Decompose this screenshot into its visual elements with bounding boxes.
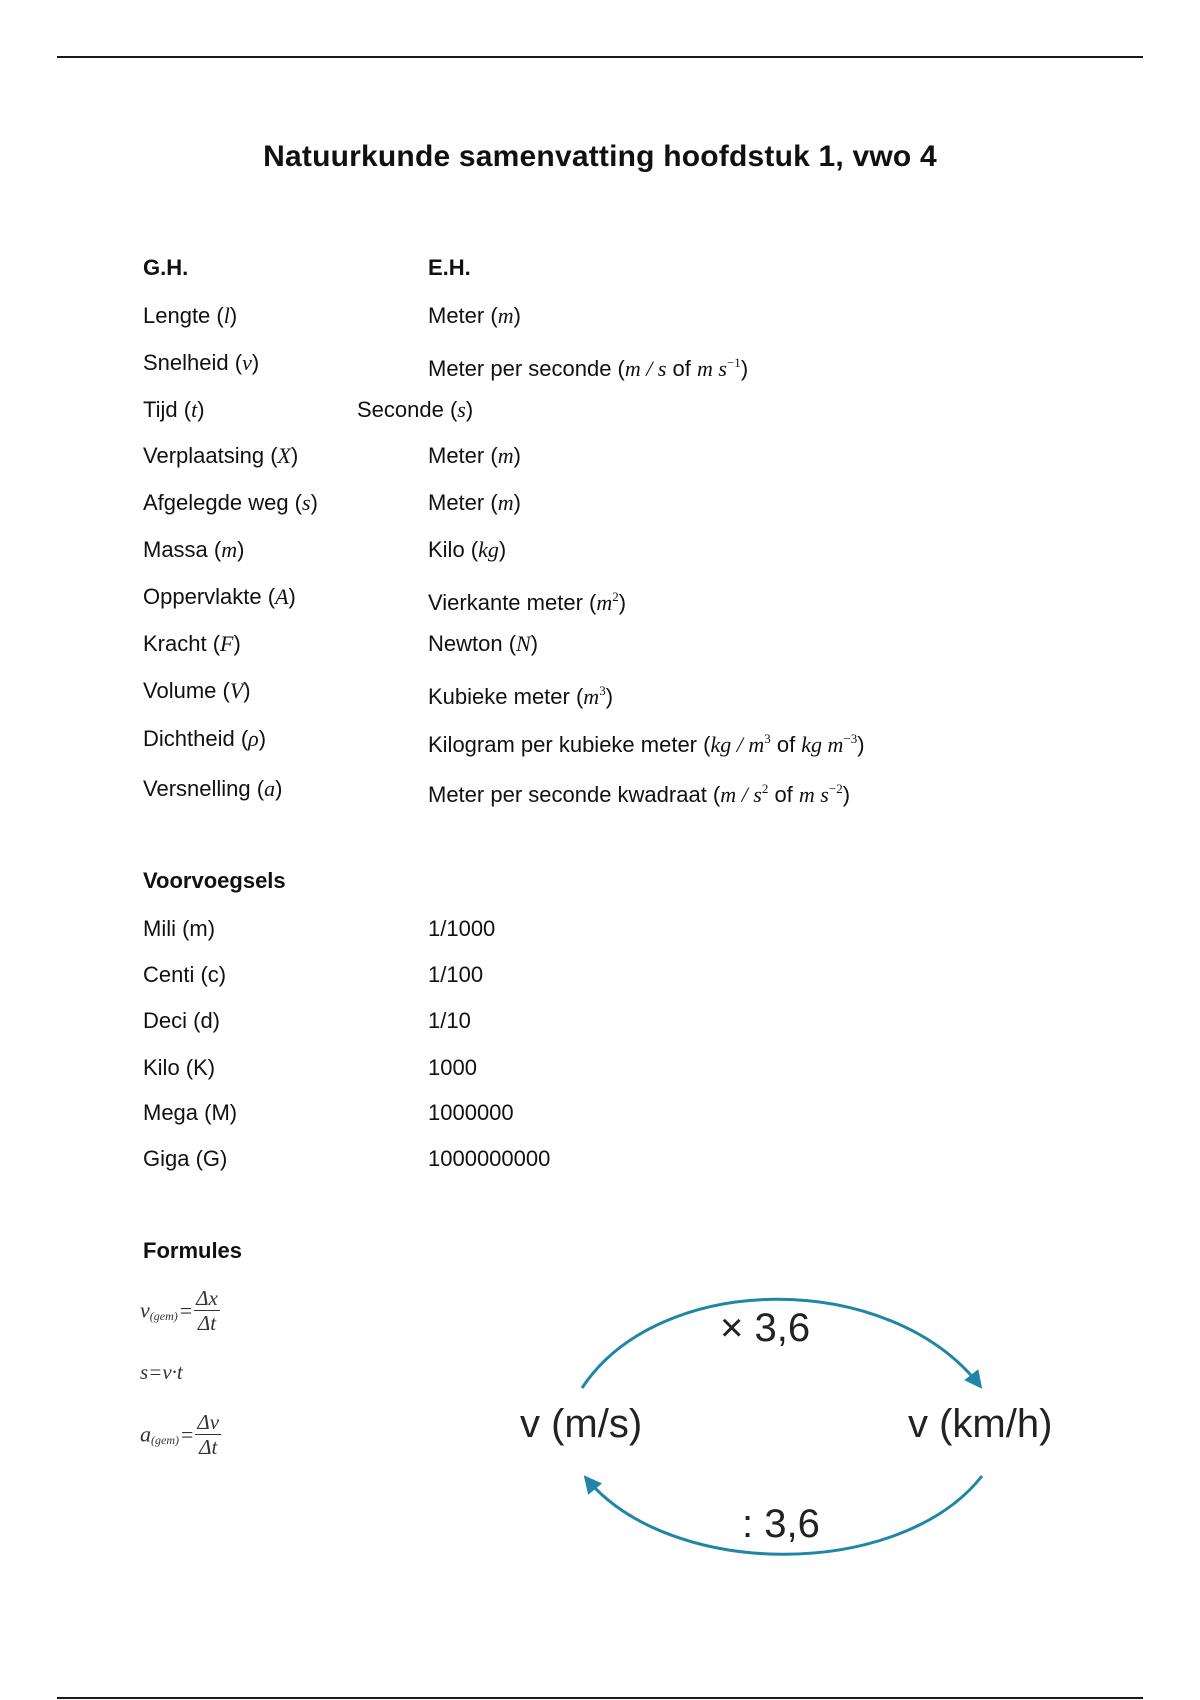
unit-alt-symbol: kg m xyxy=(801,732,844,757)
unit-symbol: m xyxy=(583,684,600,709)
quantity-name: Kracht ( xyxy=(143,631,221,656)
unit-exponent: 3 xyxy=(599,683,606,698)
quantity-name: Massa ( xyxy=(143,537,222,562)
unit-name: Kilo ( xyxy=(428,537,479,562)
paren: ) xyxy=(857,732,865,757)
unit-alt-exponent: −1 xyxy=(726,355,741,370)
formula-average-velocity xyxy=(140,1286,220,1335)
formula-lhs: a xyxy=(140,1421,151,1447)
unit-name: Meter ( xyxy=(428,303,498,328)
unit-3 xyxy=(428,441,521,471)
paren: ) xyxy=(288,584,296,609)
unit-symbol: N xyxy=(516,631,531,656)
prefix-value-5: 1000000000 xyxy=(428,1146,551,1171)
paren: ) xyxy=(618,590,627,615)
prefix-name-0: Mili (m) xyxy=(143,916,216,941)
quantity-symbol: F xyxy=(220,631,234,656)
formulas-heading: Formules xyxy=(143,1238,243,1263)
paren: ) xyxy=(237,537,245,562)
unit-5 xyxy=(428,535,506,565)
prefix-name-5: Giga (G) xyxy=(143,1146,228,1171)
unit-alt-exponent: −3 xyxy=(843,731,858,746)
quantity-name: Lengte ( xyxy=(143,303,224,328)
quantity-name: Volume ( xyxy=(143,678,230,703)
unit-symbol: kg xyxy=(478,537,499,562)
page-title: Natuurkunde samenvatting hoofdstuk 1, vwo 4 xyxy=(263,140,937,173)
unit-6 xyxy=(428,582,626,618)
unit-name: Meter ( xyxy=(428,443,498,468)
quantity-5 xyxy=(143,535,244,565)
paren: ) xyxy=(243,678,251,703)
quantity-6 xyxy=(143,582,296,612)
quantity-name: Versnelling ( xyxy=(143,776,265,801)
formula-distance: s=v·t xyxy=(140,1360,183,1384)
quantity-1 xyxy=(143,348,259,378)
unit-2 xyxy=(357,395,473,425)
paren: ) xyxy=(740,356,749,381)
unit-0 xyxy=(428,301,521,331)
unit-symbol: m / s xyxy=(624,356,667,381)
quantity-symbol: t xyxy=(191,397,198,422)
paren: ) xyxy=(251,350,260,375)
formula-lhs: v xyxy=(140,1297,150,1323)
unit-name: Meter ( xyxy=(428,490,498,515)
unit-symbol: s xyxy=(457,397,466,422)
quantity-4 xyxy=(143,488,318,518)
unit-name: Kubieke meter ( xyxy=(428,684,584,709)
unit-symbol: m / s xyxy=(720,782,762,807)
unit-name: Meter per seconde ( xyxy=(428,356,625,381)
prefix-value-4: 1000000 xyxy=(428,1100,514,1125)
prefix-name-2: Deci (d) xyxy=(143,1008,221,1033)
label-ms: v (m/s) xyxy=(520,1402,643,1446)
speed-conversion-diagram xyxy=(520,1290,1060,1560)
formula-fraction xyxy=(195,1410,221,1459)
bottom-rule xyxy=(57,1697,1143,1699)
formula-equals: = xyxy=(179,1297,193,1323)
quantity-2 xyxy=(143,395,205,425)
unit-name: Meter per seconde kwadraat ( xyxy=(428,782,721,807)
unit-or: of xyxy=(666,356,698,381)
unit-alt-symbol: m s xyxy=(697,356,727,381)
formula-numerator: Δv xyxy=(197,1410,220,1434)
quantity-name: Dichtheid ( xyxy=(143,726,249,751)
header-gh: G.H. xyxy=(143,255,189,280)
quantity-symbol: v xyxy=(242,350,252,375)
paren: ) xyxy=(233,631,241,656)
unit-10 xyxy=(428,774,850,810)
prefixes-heading: Voorvoegsels xyxy=(143,868,286,893)
unit-9 xyxy=(428,724,865,760)
unit-name: Kilogram per kubieke meter ( xyxy=(428,732,711,757)
formula-numerator: Δx xyxy=(196,1286,218,1310)
unit-1 xyxy=(428,348,748,384)
prefix-name-3: Kilo (K) xyxy=(143,1055,216,1080)
formula-fraction xyxy=(194,1286,220,1335)
unit-4 xyxy=(428,488,521,518)
quantity-symbol: s xyxy=(302,490,311,515)
unit-7 xyxy=(428,629,538,659)
paren: ) xyxy=(513,303,521,328)
paren: ) xyxy=(513,490,521,515)
quantity-3 xyxy=(143,441,298,471)
unit-symbol: m xyxy=(497,303,514,328)
prefix-name-1: Centi (c) xyxy=(143,962,227,987)
paren: ) xyxy=(275,776,283,801)
unit-name: Seconde ( xyxy=(357,397,458,422)
quantity-name: Oppervlakte ( xyxy=(143,584,276,609)
quantity-symbol: ρ xyxy=(248,726,259,751)
prefix-value-0: 1/1000 xyxy=(428,916,496,941)
top-rule xyxy=(57,56,1143,58)
paren: ) xyxy=(258,726,267,751)
unit-symbol: m xyxy=(497,490,514,515)
quantity-symbol: l xyxy=(223,303,230,328)
quantity-symbol: a xyxy=(264,776,276,801)
quantity-name: Snelheid ( xyxy=(143,350,243,375)
paren: ) xyxy=(290,443,299,468)
unit-exponent: 2 xyxy=(612,589,619,604)
formula-average-acceleration xyxy=(140,1410,221,1459)
formula-subscript: (gem) xyxy=(149,1309,178,1324)
quantity-7 xyxy=(143,629,241,659)
unit-symbol: m xyxy=(596,590,613,615)
unit-symbol: kg / m xyxy=(710,732,765,757)
quantity-symbol: A xyxy=(275,584,289,609)
formula-equals: = xyxy=(180,1421,194,1447)
formula-denominator: Δt xyxy=(199,1435,218,1459)
paren: ) xyxy=(310,490,318,515)
header-eh: E.H. xyxy=(428,255,471,280)
paren: ) xyxy=(605,684,614,709)
quantity-symbol: X xyxy=(277,443,291,468)
formula-subscript: (gem) xyxy=(151,1433,179,1448)
quantity-name: Afgelegde weg ( xyxy=(143,490,302,515)
label-kmh: v (km/h) xyxy=(908,1402,1053,1446)
unit-8 xyxy=(428,676,613,712)
paren: ) xyxy=(197,397,205,422)
quantity-0 xyxy=(143,301,237,331)
unit-name: Vierkante meter ( xyxy=(428,590,597,615)
unit-alt-exponent: −2 xyxy=(828,781,843,796)
multiply-label: × 3,6 xyxy=(720,1306,811,1350)
unit-alt-symbol: m s xyxy=(798,782,829,807)
unit-or: of xyxy=(770,732,802,757)
unit-exponent: 3 xyxy=(764,731,771,746)
prefix-value-3: 1000 xyxy=(428,1055,477,1080)
quantity-symbol: m xyxy=(221,537,238,562)
paren: ) xyxy=(530,631,539,656)
quantity-10 xyxy=(143,774,282,804)
quantity-name: Tijd ( xyxy=(143,397,192,422)
formula-denominator: Δt xyxy=(197,1311,217,1335)
prefix-name-4: Mega (M) xyxy=(143,1100,238,1125)
paren: ) xyxy=(229,303,238,328)
quantity-9 xyxy=(143,724,266,754)
paren: ) xyxy=(465,397,474,422)
paren: ) xyxy=(842,782,851,807)
unit-symbol: m xyxy=(497,443,514,468)
unit-exponent: 2 xyxy=(761,781,769,796)
prefix-value-2: 1/10 xyxy=(428,1008,471,1033)
unit-name: Newton ( xyxy=(428,631,517,656)
prefix-value-1: 1/100 xyxy=(428,962,484,987)
quantity-8 xyxy=(143,676,251,706)
unit-or: of xyxy=(768,782,799,807)
quantity-name: Verplaatsing ( xyxy=(143,443,278,468)
paren: ) xyxy=(498,537,507,562)
quantity-symbol: V xyxy=(229,678,244,703)
paren: ) xyxy=(513,443,521,468)
divide-label: : 3,6 xyxy=(742,1502,820,1546)
